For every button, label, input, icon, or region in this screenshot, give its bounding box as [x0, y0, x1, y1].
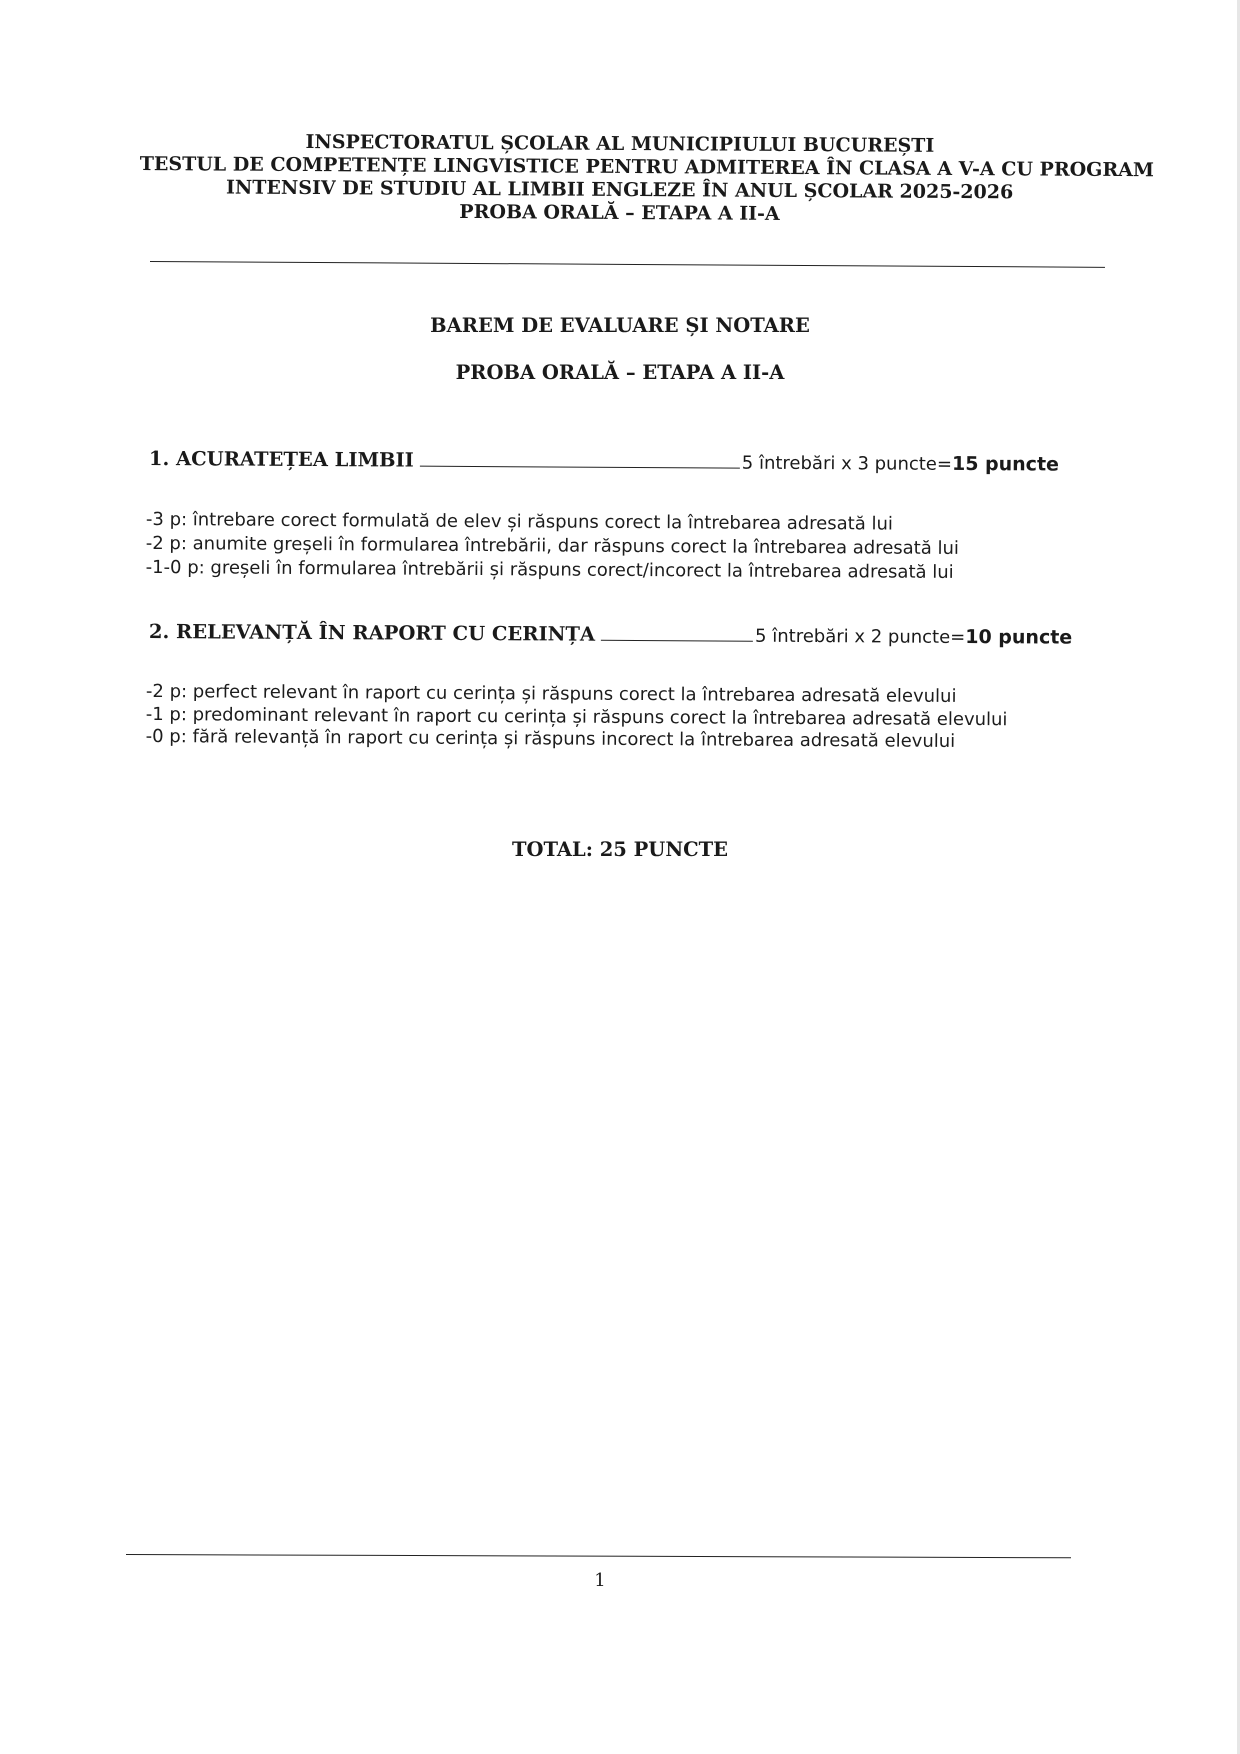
score-text: 5 întrebări x 3 puncte=	[741, 452, 953, 475]
score-points: 15 puncte	[951, 452, 1060, 476]
section-score	[755, 625, 1072, 649]
header-divider	[150, 261, 1105, 268]
total-score: TOTAL: 25 PUNCTE	[511, 838, 729, 861]
section-name: 2. RELEVANȚĂ ÎN RAPORT CU CERINȚA	[148, 620, 596, 646]
document-header	[139, 130, 1155, 228]
page-number: 1	[594, 1570, 606, 1591]
score-text: 5 întrebări x 2 puncte=	[755, 625, 966, 648]
header-line-program: INTENSIV DE STUDIU AL LIMBII ENGLEZE ÎN ANUL ȘCOLAR 2025-2026	[226, 176, 1014, 204]
section-score	[742, 452, 1059, 476]
section-heading-relevance	[149, 620, 1089, 649]
score-points: 10 puncte	[965, 625, 1073, 649]
page-title: BAREM DE EVALUARE ȘI NOTARE	[430, 314, 810, 337]
list-item: -1-0 p: greșeli în formularea întrebării și răspuns corect/incorect la întrebarea adresată lui	[145, 556, 954, 583]
list-item: -2 p: perfect relevant în raport cu cerința și răspuns corect la întrebarea adresată elevului	[145, 681, 957, 707]
page-subtitle: PROBA ORALĂ – ETAPA A II-A	[455, 361, 785, 384]
section-heading-accuracy	[149, 447, 1089, 476]
list-item: -2 p: anumite greșeli în formularea întrebării, dar răspuns corect la întrebarea adresată lui	[145, 532, 959, 559]
criteria-list-accuracy	[146, 508, 1091, 586]
list-item: -0 p: fără relevanță în raport cu cerința și răspuns incorect la întrebarea adresată elevului	[145, 725, 956, 752]
fill-line	[420, 465, 740, 469]
criteria-list-relevance	[146, 680, 1091, 755]
list-item: -3 p: întrebare corect formulată de elev și răspuns corect la întrebarea adresată lui	[145, 508, 893, 535]
header-line-institution: INSPECTORATUL ȘCOLAR AL MUNICIPIULUI BUCUREȘTI	[305, 131, 935, 157]
section-name: 1. ACURATEȚEA LIMBII	[148, 447, 414, 472]
header-line-test-title: TESTUL DE COMPETENȚE LINGVISTICE PENTRU ADMITEREA ÎN CLASA A V-A CU PROGRAM	[139, 152, 1155, 182]
fill-line	[601, 639, 753, 642]
footer-divider	[126, 1554, 1071, 1558]
header-line-stage: PROBA ORALĂ – ETAPA A II-A	[459, 200, 780, 225]
list-item: -1 p: predominant relevant în raport cu cerința și răspuns corect la întrebarea adresată elevului	[145, 703, 1008, 731]
